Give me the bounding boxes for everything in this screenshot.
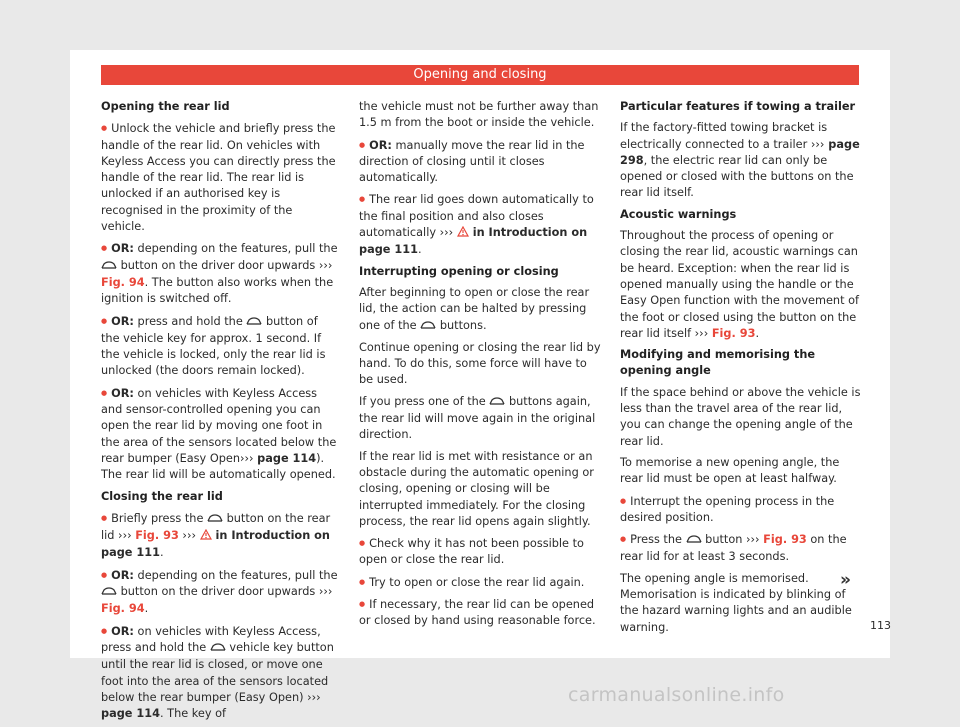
paragraph-halt: After beginning to open or close the rear lid, the action can be halted by pressing one of the buttons. [359, 285, 603, 335]
car-lid-icon [101, 585, 117, 601]
column-middle [359, 99, 603, 635]
bullet-or-key: ● OR: press and hold the button of the vehicle key for approx. 1 second. If the vehicle is locked, only the rear lid is unlocked (the doors remain locked). [101, 313, 339, 380]
heading-opening-rear-lid: Opening the rear lid [101, 100, 230, 113]
car-lid-icon [210, 641, 226, 657]
bullet-try-again: ● Try to open or close the rear lid again. [359, 574, 603, 591]
heading-modifying: Modifying and memorising the opening angle [620, 348, 816, 378]
car-lid-icon [101, 259, 117, 275]
bullet-or-pull-button: ● OR: depending on the features, pull the button on the driver door upwards ››› Fig. 94. The button also works when the ignition is switched off. [101, 240, 339, 307]
bullet-check: ● Check why it has not been possible to open or close the rear lid. [359, 535, 603, 569]
car-lid-icon [489, 395, 505, 411]
bullet-or-keyless: ● OR: on vehicles with Keyless Access and sensor-controlled opening you can open the rear lid by moving one foot in the area of the sensors located below the rear bumper (Easy Open››› page 114). The rear lid will be automatically opened. [101, 385, 339, 484]
heading-closing-rear-lid: Closing the rear lid [101, 489, 223, 503]
car-lid-icon [207, 512, 223, 528]
bullet-interrupt: ● Interrupt the opening process in the desired position. [620, 493, 862, 527]
paragraph-continue: Continue opening or closing the rear lid by hand. To do this, some force will have to be used. [359, 340, 601, 387]
paragraph-key-distance: the vehicle must not be further away than 1.5 m from the boot or inside the vehicle. [359, 100, 599, 130]
bullet-or-pull-close: ● OR: depending on the features, pull the button on the driver door upwards ››› Fig. 94. [101, 567, 339, 618]
link-page-298[interactable]: page 298 [620, 137, 860, 167]
bullet-unlock: ● Unlock the vehicle and briefly press the handle of the rear lid. On vehicles with Keyless Access you can directly press the handle of the rear lid. The rear lid is unlocked if an authorised key is recognised in the proximity of the vehicle. [101, 120, 339, 235]
link-fig-94[interactable]: Fig. 94 [101, 275, 145, 289]
bullet-auto-close: ● The rear lid goes down automatically to the final position and also closes automatically ››› in Introduction on page 111. [359, 191, 603, 258]
bullet-briefly-press: ● Briefly press the button on the rear lid ››› Fig. 93 ››› in Introduction on page 111. [101, 510, 339, 562]
page-number: 113 [870, 619, 891, 632]
continue-mark: » [840, 570, 851, 590]
link-page-114[interactable]: page 114 [101, 707, 160, 721]
car-lid-icon [420, 319, 436, 335]
paragraph-press-again: If you press one of the buttons again, the rear lid will move again in the original direction. [359, 394, 596, 442]
column-left [101, 99, 339, 727]
heading-acoustic: Acoustic warnings [620, 207, 737, 221]
bullet-by-hand: ● If necessary, the rear lid can be opened or closed by hand using reasonable force. [359, 596, 603, 630]
paragraph-resistance: If the rear lid is met with resistance or an obstacle during the automatic opening or closing, opening or closing will be interrupted immediately. For the closing process, the rear lid opens again slightly. [359, 449, 594, 528]
car-lid-icon [246, 315, 262, 331]
paragraph-memorise: To memorise a new opening angle, the rear lid must be open at least halfway. [620, 455, 840, 486]
link-fig-94[interactable]: Fig. 94 [101, 602, 145, 616]
bullet-or-manual: ● OR: manually move the rear lid in the direction of closing until it closes automatically. [359, 137, 603, 187]
heading-towing: Particular features if towing a trailer [620, 100, 856, 113]
car-lid-icon [686, 533, 702, 549]
bullet-press-button: ● Press the button ››› Fig. 93 on the rear lid for at least 3 seconds. [620, 531, 862, 566]
warning-triangle-icon [457, 226, 469, 242]
heading-interrupting: Interrupting opening or closing [359, 264, 559, 278]
column-right [620, 99, 862, 641]
section-header: Opening and closing [101, 65, 859, 85]
paragraph-acoustic: Throughout the process of opening or closing the rear lid, acoustic warnings can be heard. Exception: when the rear lid is opened manually using the handle or the Easy Open function with the movement of the foot or closed using the button on the rear lid itself ››› Fig. 93. [620, 229, 859, 340]
link-fig-93[interactable]: Fig. 93 [763, 533, 807, 547]
paragraph-towing: If the factory-fitted towing bracket is electrically connected to a trailer ››› page 298, the electric rear lid can only be opened or closed with the buttons on the rear lid itself. [620, 121, 860, 200]
bullet-or-keyless-close: ● OR: on vehicles with Keyless Access, press and hold the vehicle key button until the rear lid is closed, or move one foot into the area of the sensors located below the rear bumper (Easy Open) ››› page 114. The key of [101, 623, 339, 723]
paragraph-space: If the space behind or above the vehicle is less than the travel area of the rear lid, you can change the opening angle of the rear lid. [620, 385, 861, 448]
paragraph-memorised: The opening angle is memorised. Memorisation is indicated by blinking of the hazard warning lights and an audible warning. [620, 571, 852, 634]
warning-triangle-icon [200, 529, 212, 545]
watermark: carmanualsonline.info [568, 684, 785, 706]
link-fig-93[interactable]: Fig. 93 [711, 326, 756, 340]
link-page-114[interactable]: page 114 [257, 451, 317, 465]
link-fig-93[interactable]: Fig. 93 [135, 529, 179, 543]
